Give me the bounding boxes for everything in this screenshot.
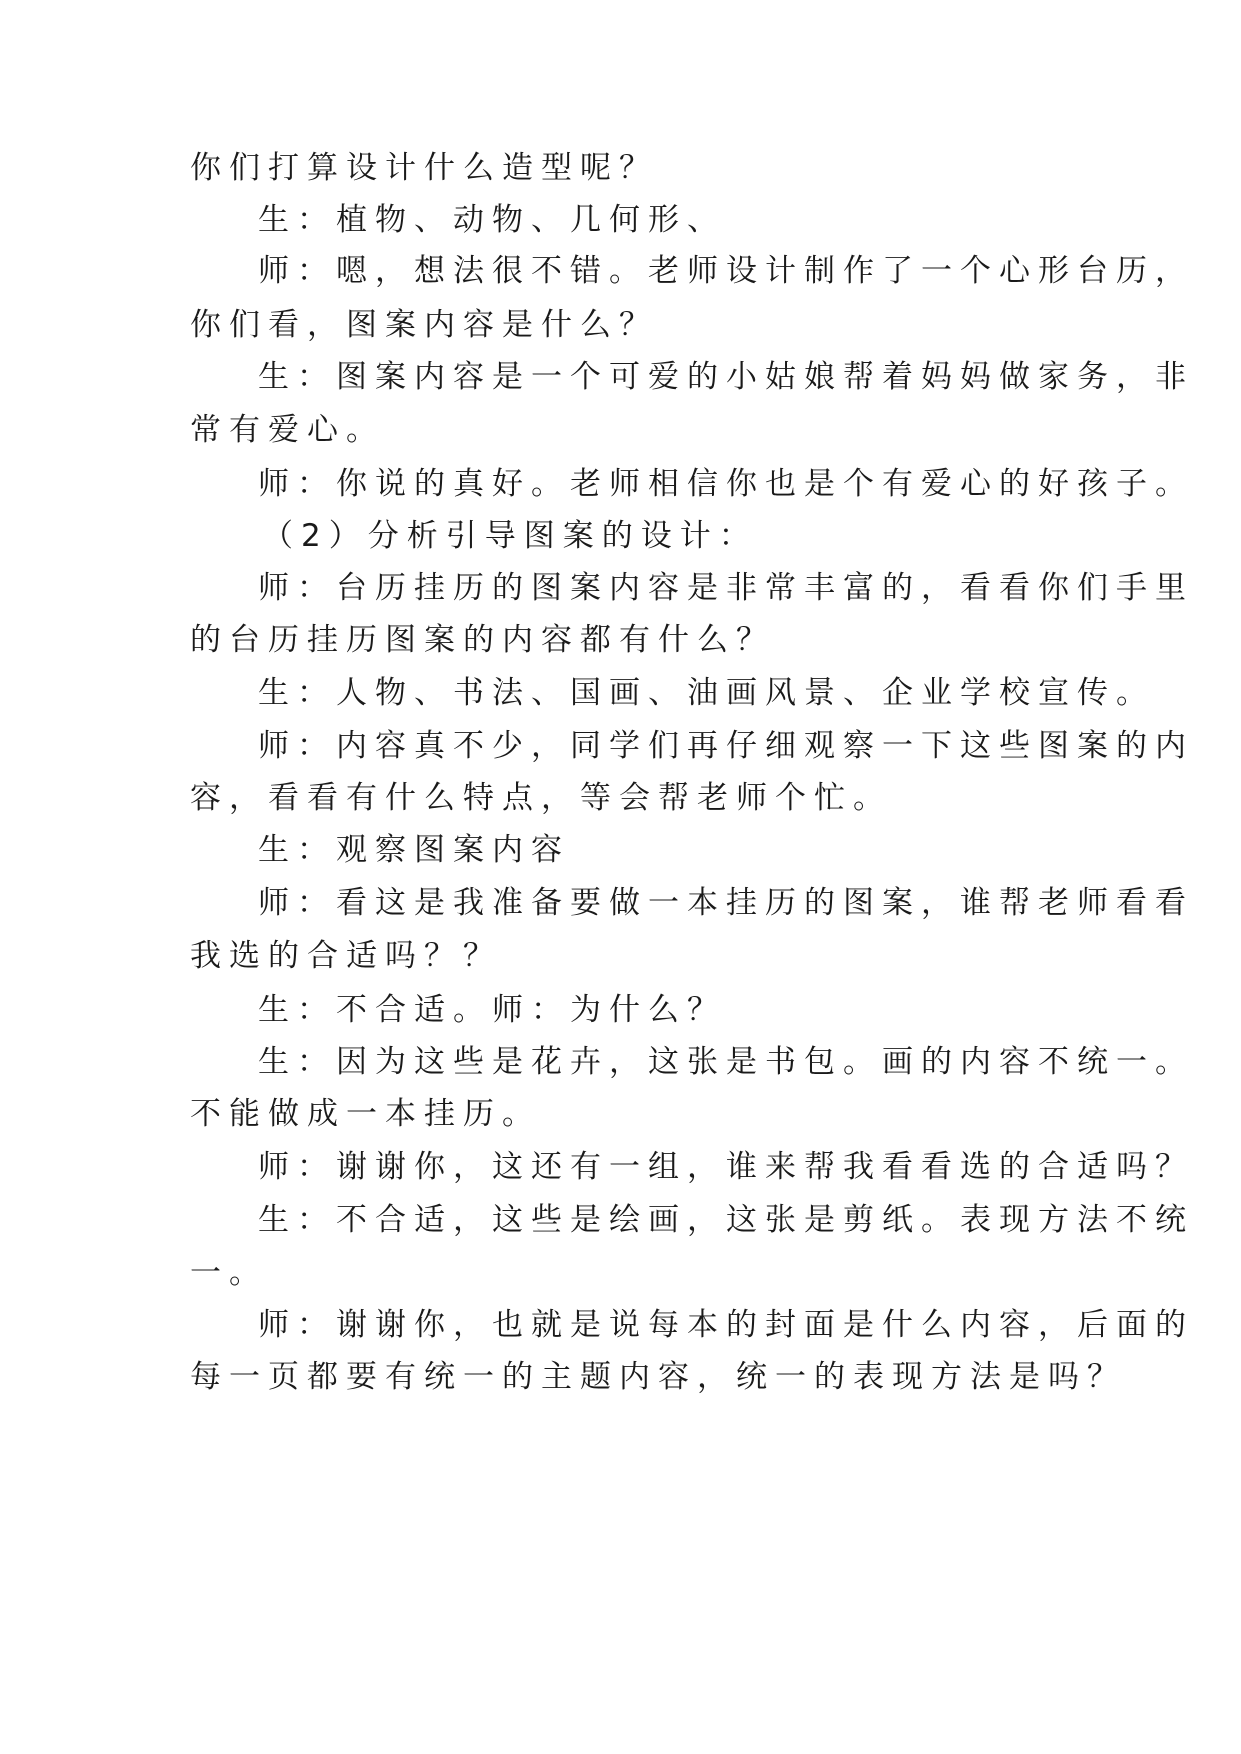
text-line: 师：谢谢你，也就是说每本的封面是什么内容，后面的 <box>258 1307 1194 1343</box>
text-line: 师：嗯，想法很不错。老师设计制作了一个心形台历， <box>258 253 1194 289</box>
text-line: 你们看，图案内容是什么？ <box>190 307 658 343</box>
text-line: 生：图案内容是一个可爱的小姑娘帮着妈妈做家务，非 <box>258 359 1194 395</box>
text-line: 常有爱心。 <box>190 412 385 448</box>
text-line: 你们打算设计什么造型呢？ <box>190 150 658 186</box>
text-line: 一。 <box>190 1255 268 1291</box>
text-line: 生：观察图案内容 <box>258 832 570 868</box>
text-line: 师：谢谢你，这还有一组，谁来帮我看看选的合适吗？ <box>258 1149 1194 1185</box>
text-line: （2）分析引导图案的设计： <box>262 518 758 554</box>
text-line: 师：台历挂历的图案内容是非常丰富的，看看你们手里 <box>258 570 1194 606</box>
text-line: 每一页都要有统一的主题内容，统一的表现方法是吗？ <box>190 1359 1126 1395</box>
text-line: 容，看看有什么特点，等会帮老师个忙。 <box>190 780 892 816</box>
text-line: 师：看这是我准备要做一本挂历的图案，谁帮老师看看 <box>258 885 1194 921</box>
text-line: 我选的合适吗？？ <box>190 938 502 974</box>
text-line: 师：你说的真好。老师相信你也是个有爱心的好孩子。 <box>258 466 1194 502</box>
text-line: 师：内容真不少，同学们再仔细观察一下这些图案的内 <box>258 728 1194 764</box>
text-line: 生：人物、书法、国画、油画风景、企业学校宣传。 <box>258 675 1155 711</box>
text-line: 生：植物、动物、几何形、 <box>258 202 726 238</box>
text-line: 的台历挂历图案的内容都有什么？ <box>190 622 775 658</box>
text-line: 生：不合适。师：为什么？ <box>258 992 726 1028</box>
text-line: 生：因为这些是花卉，这张是书包。画的内容不统一。 <box>258 1044 1194 1080</box>
text-line: 不能做成一本挂历。 <box>190 1096 541 1132</box>
text-line: 生：不合适，这些是绘画，这张是剪纸。表现方法不统 <box>258 1202 1194 1238</box>
